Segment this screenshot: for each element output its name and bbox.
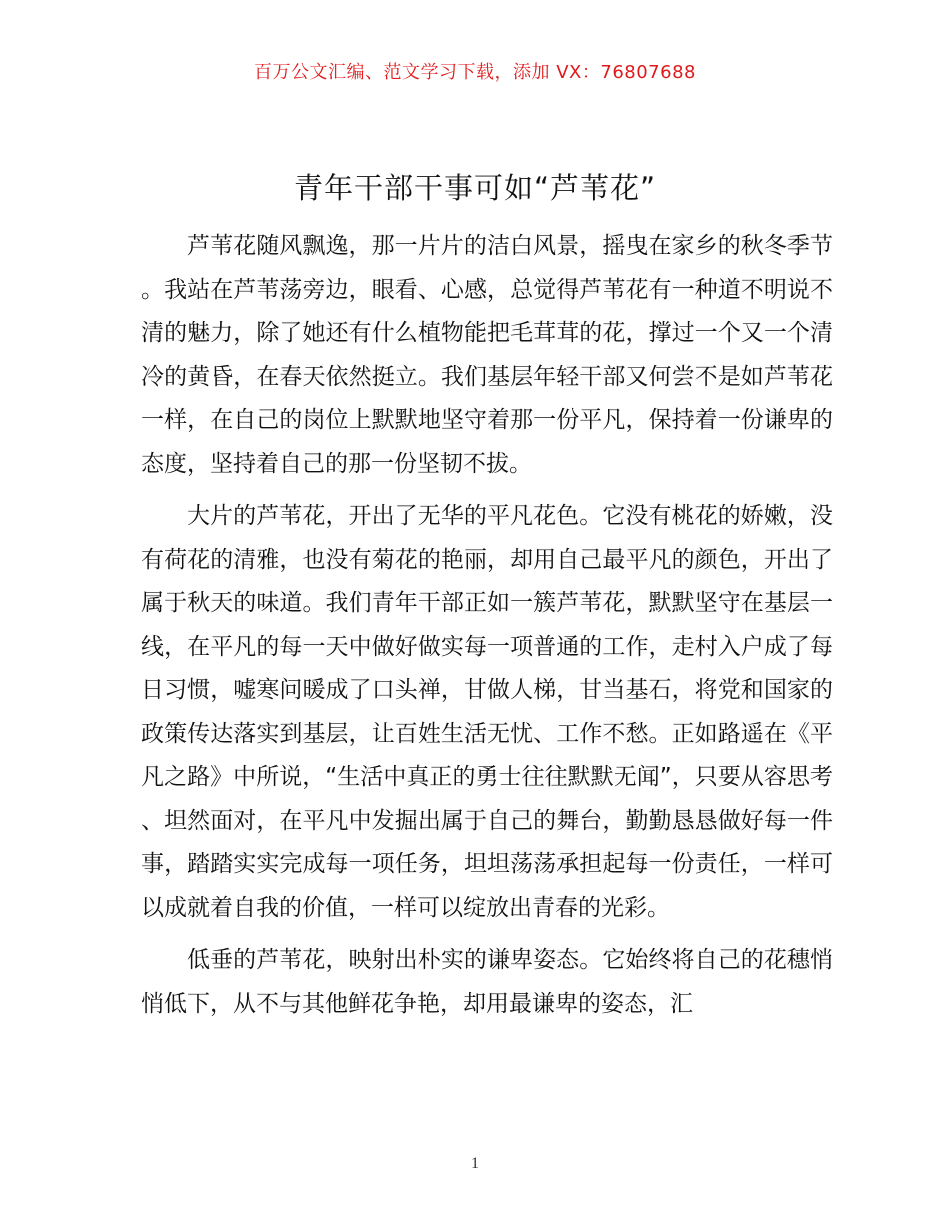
header-promo-note: 百万公文汇编、范文学习下载，添加 VX：76807688 — [254, 62, 696, 83]
paragraph-2: 大片的芦苇花，开出了无华的平凡花色。它没有桃花的娇嫩，没有荷花的清雅，也没有菊花的艳丽，却用自己最平凡的颜色，开出了属于秋天的味道。我们青年干部正如一簇芦苇花，默默坚守在基层一线，在平凡的每一天中做好做实每一项普通的工作，走村入户成了每日习惯，嘘寒问暖成了口头禅，甘做人梯，甘当基石，将党和国家的政策传达落实到基层，让百姓生活无忧、工作不愁。正如路遥在《平凡之路》中所说，“生活中真正的勇士往往默默无闻”，只要从容思考、坦然面对，在平凡中发掘出属于自己的舞台，勤勤恳恳做好每一件事，踏踏实实完成每一项任务，坦坦荡荡承担起每一份责任，一样可以成就着自我的价值，一样可以绽放出青春的光彩。 — [141, 503, 833, 921]
document-body — [141, 225, 833, 1026]
page-number: 1 — [471, 1155, 479, 1172]
document-title: 青年干部干事可如“芦苇花” — [293, 171, 657, 205]
paragraph-3: 低垂的芦苇花，映射出朴实的谦卑姿态。它始终将自己的花穗悄悄低下，从不与其他鲜花争艳，却用最谦卑的姿态，汇 — [141, 947, 833, 1017]
paragraph-1: 芦苇花随风飘逸，那一片片的洁白风景，摇曳在家乡的秋冬季节。我站在芦苇荡旁边，眼看、心感，总觉得芦苇花有一种道不明说不清的魅力，除了她还有什么植物能把毛茸茸的花，撑过一个又一个清冷的黄昏，在春天依然挺立。我们基层年轻干部又何尝不是如芦苇花一样，在自己的岗位上默默地坚守着那一份平凡，保持着一份谦卑的态度，坚持着自己的那一份坚韧不拔。 — [141, 233, 833, 477]
